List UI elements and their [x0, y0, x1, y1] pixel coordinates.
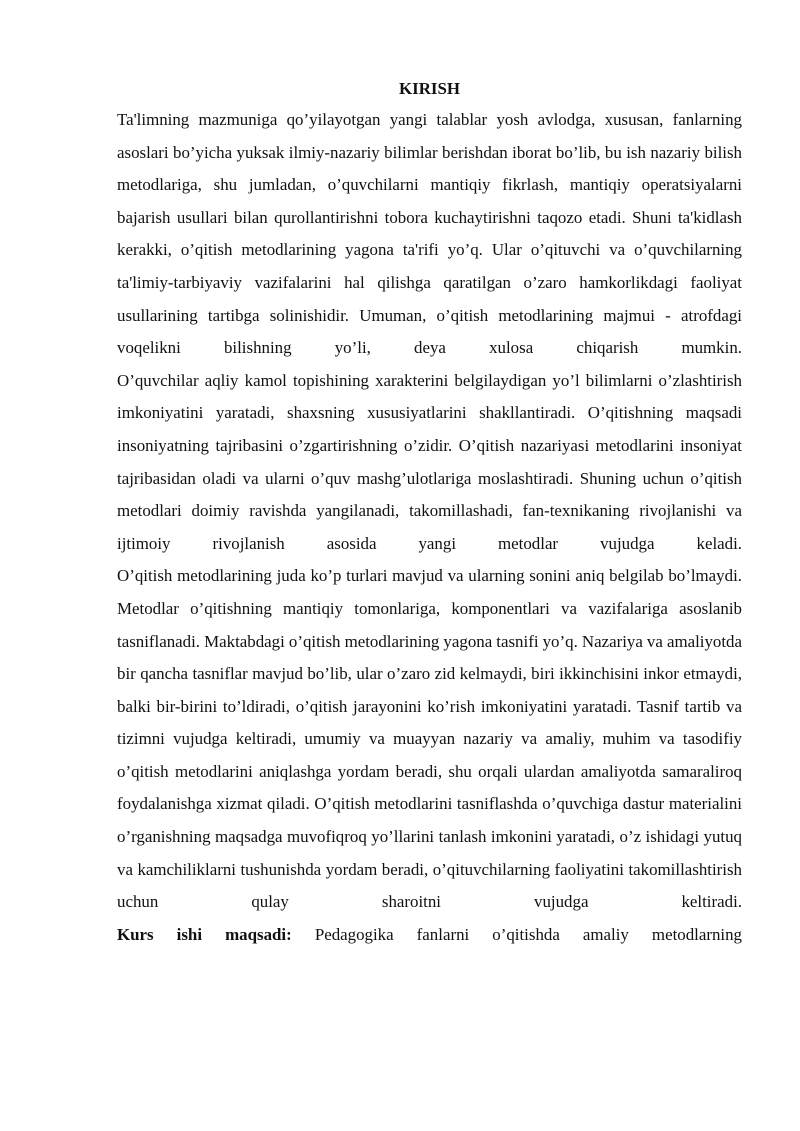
paragraph-2: O’quvchilar aqliy kamol topishining xarakterini belgilaydigan yo’l bilimlarni o’zlashtirish imkoniyatini yaratadi, shaxsning xususiyatlarini shakllantiradi. O’qitishning maqsadi insoniyatning tajribasini o’zgartirishning o’zidir. O’qitish nazariyasi metodlarini insoniyat tajribasidan oladi va ularni o’quv mashg’ulotlariga moslashtiradi. Shuning uchun o’qitish metodlari doimiy ravishda yangilanadi, takomillashadi, fan-texnikaning rivojlanishi va ijtimoiy rivojlanish asosida yangi metodlar vujudga keladi.	[117, 370, 742, 553]
goal-paragraph	[117, 919, 742, 952]
paragraph-3: O’qitish metodlarining juda ko’p turlari mavjud va ularning sonini aniq belgilab bo’lmaydi. Metodlar o’qitishning mantiqiy tomonlariga, komponentlari va vazifalariga asoslanib tasniflanadi. Maktabdagi o’qitish metodlarining yagona tasnifi yo’q. Nazariya va amaliyotda bir qancha tasniflar mavjud bo’lib, ular o’zaro zid kelmaydi, biri ikkinchisini inkor etmaydi, balki bir-birini to’ldiradi, o’qitish jarayonini ko’rish imkoniyatini yaratadi. Tasnif tartib va tizimni vujudga keltiradi, umumiy va muayyan nazariy va amaliy, muhim va tasodifiy o’qitish metodlarini aniqlashga yordam beradi, shu orqali ulardan amaliyotda samaraliroq foydalanishga xizmat qiladi. O’qitish metodlarini tasniflashda o’quvchiga dastur materialini o’rganishning maqsadga muvofiqroq yo’llarini tanlash imkonini yaratadi, o’z ishidagi yutuq va kamchiliklarni tushunishda yordam beradi, o’qituvchilarning faoliyatini takomillashtirish uchun qulay sharoitni vujudga keltiradi.	[117, 566, 742, 912]
goal-text: Pedagogika fanlarni o’qitishda amaliy metodlarning	[314, 924, 742, 944]
document-page	[117, 74, 742, 951]
page-title: KIRISH	[398, 79, 460, 98]
goal-label: Kurs ishi maqsadi:	[117, 924, 292, 944]
paragraph-1: Ta'limning mazmuniga qo’yilayotgan yangi talablar yosh avlodga, xususan, fanlarning asoslari bo’yicha yuksak ilmiy-nazariy bilimlar berishdan iborat bo’lib, bu ish nazariy bilish metodlariga, shu jumladan, o’quvchilarni mantiqiy fikrlash, mantiqiy operatsiyalarni bajarish usullari bilan qurollantirishni tobora kuchaytirishni taqozo etadi. Shuni ta'kidlash kerakki, o’qitish metodlarining yagona ta'rifi yo’q. Ular o’qituvchi va o’quvchilarning ta'limiy-tarbiyaviy vazifalarini hal qilishga qaratilgan o’zaro hamkorlikdagi faoliyat usullarining tartibga solinishidir. Umuman, o’qitish metodlarining majmui - atrofdagi voqelikni bilishning yo’li, deya xulosa chiqarish mumkin.	[117, 110, 742, 358]
